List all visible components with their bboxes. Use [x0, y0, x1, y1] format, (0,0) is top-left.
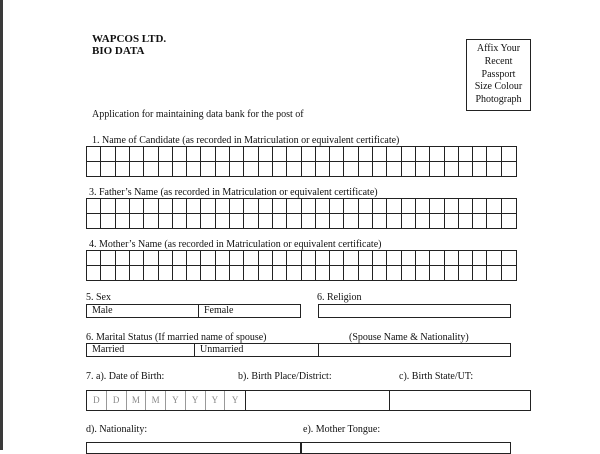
letter-box[interactable] [130, 199, 144, 214]
letter-box[interactable] [244, 266, 258, 281]
father-name-label: 3. Father’s Name (as recorded in Matriculation or equivalent certificate) [89, 187, 378, 198]
letter-box[interactable] [487, 199, 501, 214]
nationality-field[interactable] [86, 442, 301, 454]
letter-box[interactable] [287, 199, 301, 214]
letter-box[interactable] [101, 214, 115, 229]
letter-box[interactable] [87, 199, 101, 214]
letter-box[interactable] [116, 162, 130, 177]
letter-box[interactable] [173, 199, 187, 214]
letter-box[interactable] [359, 162, 373, 177]
letter-box[interactable] [230, 199, 244, 214]
letter-box[interactable] [430, 214, 444, 229]
letter-box[interactable] [287, 162, 301, 177]
dob-year-box[interactable]: Y [231, 395, 239, 405]
letter-box[interactable] [187, 266, 201, 281]
dob-month-box[interactable]: M [146, 391, 166, 410]
dob-year-box[interactable]: Y [166, 391, 186, 410]
letter-box[interactable] [416, 199, 430, 214]
dob-day-box[interactable]: D [107, 391, 127, 410]
letter-box[interactable] [116, 147, 130, 162]
letter-box[interactable] [144, 251, 158, 266]
letter-box[interactable] [473, 162, 487, 177]
photo-line: Affix Your [476, 43, 521, 54]
letter-box[interactable] [159, 147, 173, 162]
letter-box[interactable] [130, 147, 144, 162]
letter-box[interactable] [302, 214, 316, 229]
letter-box[interactable] [187, 162, 201, 177]
letter-box[interactable] [344, 214, 358, 229]
letter-box[interactable] [273, 266, 287, 281]
letter-box[interactable] [487, 251, 501, 266]
letter-box[interactable] [430, 162, 444, 177]
letter-box[interactable] [230, 147, 244, 162]
letter-box[interactable] [445, 266, 459, 281]
letter-box[interactable] [173, 214, 187, 229]
letter-box[interactable] [287, 266, 301, 281]
letter-box[interactable] [359, 214, 373, 229]
letter-box[interactable] [445, 214, 459, 229]
letter-box[interactable] [330, 266, 344, 281]
letter-box[interactable] [359, 199, 373, 214]
letter-box[interactable] [330, 147, 344, 162]
letter-box[interactable] [259, 162, 273, 177]
letter-box[interactable] [445, 199, 459, 214]
letter-box[interactable] [244, 162, 258, 177]
letter-box[interactable] [159, 214, 173, 229]
letter-box[interactable] [302, 199, 316, 214]
letter-box[interactable] [502, 199, 516, 214]
letter-box[interactable] [487, 162, 501, 177]
letter-box[interactable] [416, 251, 430, 266]
dob-year-box[interactable]: Y [206, 391, 226, 410]
letter-box[interactable] [316, 162, 330, 177]
letter-box[interactable] [344, 147, 358, 162]
letter-box[interactable] [116, 266, 130, 281]
letter-box[interactable] [87, 266, 101, 281]
letter-box[interactable] [459, 214, 473, 229]
letter-box[interactable] [201, 147, 215, 162]
letter-box[interactable] [244, 251, 258, 266]
letter-box[interactable] [459, 162, 473, 177]
letter-box[interactable] [459, 147, 473, 162]
dob-year-box[interactable]: Y [186, 391, 206, 410]
birth-place-label: b). Birth Place/District: [238, 371, 332, 382]
letter-box[interactable] [402, 162, 416, 177]
dob-month-box[interactable]: M [127, 391, 147, 410]
letter-box[interactable] [430, 266, 444, 281]
marital-married-option[interactable]: Married [86, 343, 195, 357]
letter-box[interactable] [459, 199, 473, 214]
letter-box[interactable] [216, 162, 230, 177]
letter-box[interactable] [273, 214, 287, 229]
mother-name-letter-grid[interactable] [86, 250, 517, 281]
dob-day-box[interactable]: D [87, 391, 107, 410]
letter-box[interactable] [416, 266, 430, 281]
letter-box[interactable] [201, 162, 215, 177]
company-name: WAPCOS LTD. [92, 33, 167, 45]
letter-box[interactable] [387, 162, 401, 177]
letter-box[interactable] [473, 251, 487, 266]
letter-box[interactable] [216, 199, 230, 214]
letter-box[interactable] [373, 162, 387, 177]
letter-box[interactable] [101, 251, 115, 266]
spouse-field[interactable] [318, 343, 511, 357]
letter-box[interactable] [159, 199, 173, 214]
letter-box[interactable] [244, 199, 258, 214]
letter-box[interactable] [244, 214, 258, 229]
letter-box[interactable] [116, 214, 130, 229]
letter-box[interactable] [445, 251, 459, 266]
letter-box[interactable] [416, 147, 430, 162]
letter-box[interactable] [101, 199, 115, 214]
letter-box[interactable] [287, 147, 301, 162]
letter-box[interactable] [487, 266, 501, 281]
letter-box[interactable] [502, 214, 516, 229]
letter-box[interactable] [259, 147, 273, 162]
birth-state-field[interactable] [389, 390, 531, 411]
letter-box[interactable] [130, 251, 144, 266]
letter-box[interactable] [330, 162, 344, 177]
letter-box[interactable] [159, 162, 173, 177]
letter-box[interactable] [144, 266, 158, 281]
letter-box[interactable] [344, 199, 358, 214]
letter-box[interactable] [159, 266, 173, 281]
letter-box[interactable] [302, 162, 316, 177]
mother-tongue-label: e). Mother Tongue: [303, 424, 381, 435]
sex-label: 5. Sex [86, 292, 111, 303]
letter-box[interactable] [259, 266, 273, 281]
document-title: BIO DATA [92, 45, 145, 57]
letter-box[interactable] [459, 251, 473, 266]
letter-box[interactable] [316, 214, 330, 229]
letter-box[interactable] [502, 251, 516, 266]
letter-box[interactable] [416, 214, 430, 229]
letter-box[interactable] [402, 251, 416, 266]
letter-box[interactable] [473, 199, 487, 214]
marital-status-label: 6. Marital Status (If married name of spouse) [86, 332, 267, 343]
letter-box[interactable] [373, 266, 387, 281]
letter-box[interactable] [359, 147, 373, 162]
letter-box[interactable] [230, 162, 244, 177]
letter-box[interactable] [187, 251, 201, 266]
letter-box[interactable] [159, 251, 173, 266]
letter-box[interactable] [87, 214, 101, 229]
letter-box[interactable] [216, 214, 230, 229]
letter-box[interactable] [130, 162, 144, 177]
letter-box[interactable] [302, 266, 316, 281]
letter-box[interactable] [487, 214, 501, 229]
marital-unmarried-option[interactable]: Unmarried [194, 343, 319, 357]
photo-line: Size Colour [474, 81, 523, 93]
letter-box[interactable] [430, 251, 444, 266]
spouse-label: (Spouse Name & Nationality) [349, 332, 469, 343]
sex-female-option[interactable]: Female [198, 304, 301, 318]
letter-box[interactable] [330, 199, 344, 214]
letter-box[interactable] [273, 199, 287, 214]
letter-box[interactable] [402, 214, 416, 229]
letter-box[interactable] [502, 162, 516, 177]
letter-box[interactable] [173, 266, 187, 281]
letter-box[interactable] [302, 147, 316, 162]
letter-box[interactable] [87, 147, 101, 162]
letter-box[interactable] [459, 266, 473, 281]
name-letter-grid[interactable] [86, 146, 517, 177]
photo-line: Photograph [475, 94, 522, 106]
birth-state-label: c). Birth State/UT: [399, 371, 474, 382]
letter-box[interactable] [101, 162, 115, 177]
letter-box[interactable] [373, 214, 387, 229]
letter-box[interactable] [445, 162, 459, 177]
letter-box[interactable] [402, 147, 416, 162]
letter-box[interactable] [130, 214, 144, 229]
letter-box[interactable] [402, 199, 416, 214]
letter-box[interactable] [116, 251, 130, 266]
letter-box[interactable] [201, 199, 215, 214]
letter-box[interactable] [387, 147, 401, 162]
letter-box[interactable] [230, 214, 244, 229]
letter-box[interactable] [216, 251, 230, 266]
letter-box[interactable] [387, 199, 401, 214]
dob-input-boxes[interactable] [86, 390, 246, 411]
letter-box[interactable] [387, 266, 401, 281]
letter-box[interactable] [116, 199, 130, 214]
letter-box[interactable] [259, 214, 273, 229]
letter-box[interactable] [144, 162, 158, 177]
letter-box[interactable] [316, 266, 330, 281]
letter-box[interactable] [473, 214, 487, 229]
letter-box[interactable] [201, 214, 215, 229]
nationality-label: d). Nationality: [86, 424, 148, 435]
letter-box[interactable] [187, 214, 201, 229]
letter-box[interactable] [430, 147, 444, 162]
letter-box[interactable] [373, 147, 387, 162]
letter-box[interactable] [316, 199, 330, 214]
letter-box[interactable] [273, 162, 287, 177]
letter-box[interactable] [316, 147, 330, 162]
letter-box[interactable] [287, 251, 301, 266]
letter-box[interactable] [230, 251, 244, 266]
photo-line: Recent [484, 55, 513, 67]
application-text: Application for maintaining data bank for the post of [92, 109, 304, 120]
name-label: 1. Name of Candidate (as recorded in Matriculation or equivalent certificate) [92, 135, 400, 146]
letter-box[interactable] [201, 266, 215, 281]
letter-box[interactable] [173, 251, 187, 266]
letter-box[interactable] [230, 266, 244, 281]
dob-label: 7. a). Date of Birth: [86, 371, 165, 382]
letter-box[interactable] [359, 251, 373, 266]
letter-box[interactable] [101, 266, 115, 281]
letter-box[interactable] [344, 266, 358, 281]
letter-box[interactable] [173, 147, 187, 162]
photo-box [466, 39, 531, 111]
letter-box[interactable] [473, 266, 487, 281]
letter-box[interactable] [287, 214, 301, 229]
letter-box[interactable] [144, 199, 158, 214]
father-name-letter-grid[interactable] [86, 198, 517, 229]
letter-box[interactable] [502, 266, 516, 281]
religion-field[interactable] [318, 304, 511, 318]
letter-box[interactable] [430, 199, 444, 214]
letter-box[interactable] [373, 251, 387, 266]
letter-box[interactable] [302, 251, 316, 266]
letter-box[interactable] [187, 147, 201, 162]
letter-box[interactable] [416, 162, 430, 177]
letter-box[interactable] [173, 162, 187, 177]
letter-box[interactable] [187, 199, 201, 214]
religion-label: 6. Religion [317, 292, 362, 303]
letter-box[interactable] [201, 251, 215, 266]
letter-box[interactable] [87, 251, 101, 266]
letter-box[interactable] [259, 199, 273, 214]
letter-box[interactable] [344, 162, 358, 177]
letter-box[interactable] [445, 147, 459, 162]
sex-male-option[interactable]: Male [86, 304, 199, 318]
letter-box[interactable] [487, 147, 501, 162]
birth-place-field[interactable] [245, 390, 390, 411]
mother-tongue-field[interactable] [301, 442, 511, 454]
photo-line: Passport [481, 68, 516, 80]
letter-box[interactable] [216, 266, 230, 281]
letter-box[interactable] [359, 266, 373, 281]
letter-box[interactable] [130, 266, 144, 281]
letter-box[interactable] [87, 162, 101, 177]
letter-box[interactable] [330, 251, 344, 266]
letter-box[interactable] [144, 214, 158, 229]
letter-box[interactable] [144, 147, 158, 162]
letter-box[interactable] [373, 199, 387, 214]
letter-box[interactable] [244, 147, 258, 162]
letter-box[interactable] [259, 251, 273, 266]
letter-box[interactable] [473, 147, 487, 162]
letter-box[interactable] [387, 214, 401, 229]
letter-box[interactable] [216, 147, 230, 162]
letter-box[interactable] [402, 266, 416, 281]
letter-box[interactable] [344, 251, 358, 266]
letter-box[interactable] [273, 251, 287, 266]
letter-box[interactable] [330, 214, 344, 229]
letter-box[interactable] [101, 147, 115, 162]
letter-box[interactable] [273, 147, 287, 162]
letter-box[interactable] [316, 251, 330, 266]
letter-box[interactable] [502, 147, 516, 162]
letter-box[interactable] [387, 251, 401, 266]
mother-name-label: 4. Mother’s Name (as recorded in Matriculation or equivalent certificate) [89, 239, 382, 250]
